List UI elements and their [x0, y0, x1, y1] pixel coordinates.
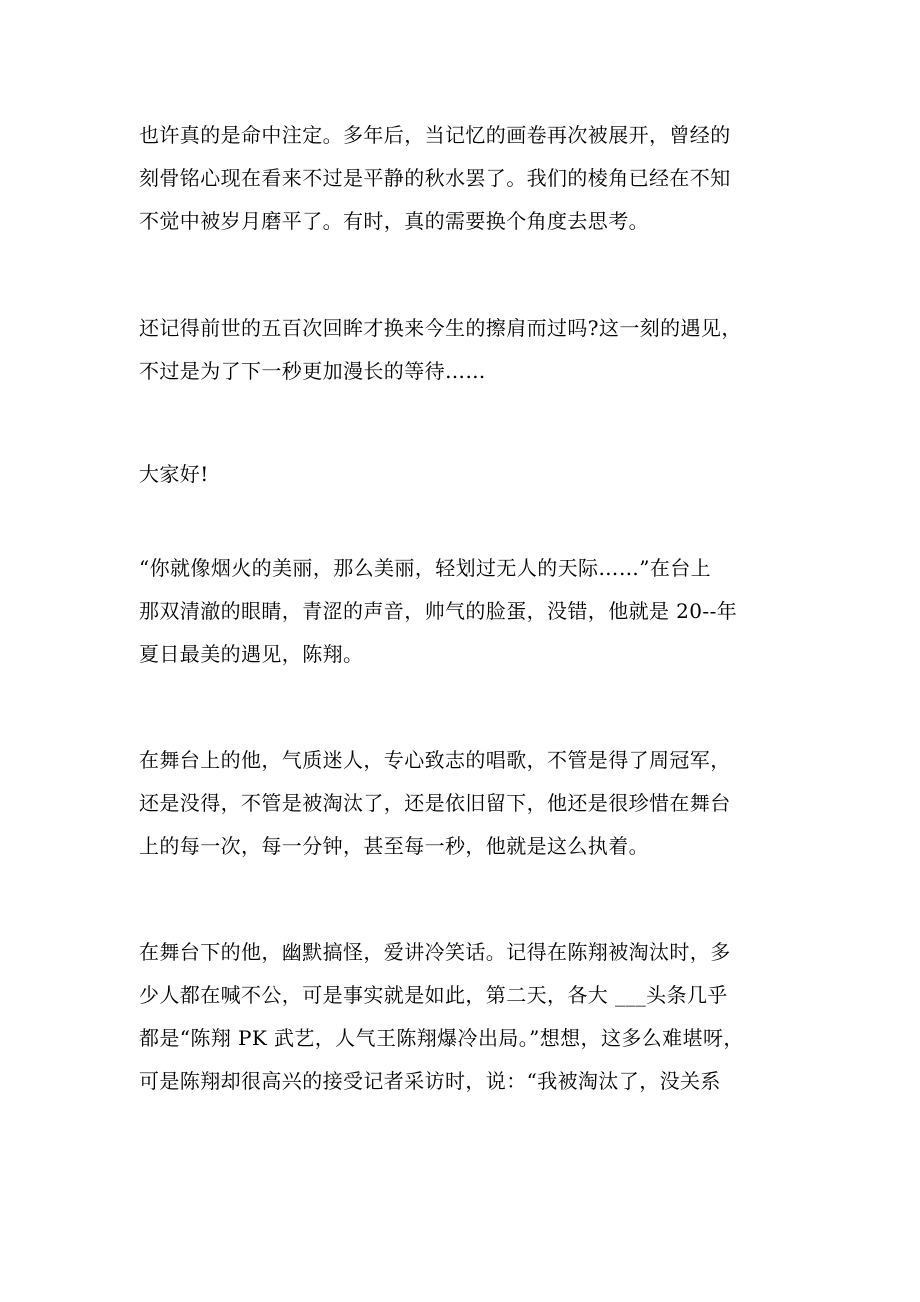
text-line: 夏日最美的遇见，陈翔。: [139, 642, 364, 666]
text-line: 都是“陈翔 PK 武艺，人气王陈翔爆冷出局。”想想，这多么难堪呀，: [139, 1026, 744, 1050]
text-line: 还是没得，不管是被淘汰了，还是依旧留下，他还是很珍惜在舞台: [139, 791, 731, 815]
text-line: 刻骨铭心现在看来不过是平静的秋水罢了。我们的棱角已经在不知: [139, 166, 731, 190]
text-line: 不觉中被岁月磨平了。有时，真的需要换个角度去思考。: [139, 209, 649, 233]
text-line: 在舞台下的他，幽默搞怪，爱讲冷笑话。记得在陈翔被淘汰时，多: [139, 940, 731, 964]
text-line: 不过是为了下一秒更加漫长的等待……: [139, 359, 486, 383]
paragraph-2: [139, 307, 819, 393]
paragraph-4: [139, 547, 819, 676]
text-line: 可是陈翔却很高兴的接受记者采访时，说：“我被淘汰了，没关系: [139, 1069, 721, 1093]
text-line: 也许真的是命中注定。多年后，当记忆的画卷再次被展开，曾经的: [139, 123, 731, 147]
paragraph-3: [139, 453, 819, 496]
text-line: “你就像烟火的美丽，那么美丽，轻划过无人的天际……”在台上: [139, 556, 712, 580]
text-line: 那双清澈的眼睛，青涩的声音，帅气的脸蛋，没错，他就是 20--年: [139, 599, 738, 623]
text-line: 还记得前世的五百次回眸才换来今生的擦肩而过吗?这一刻的遇见，: [139, 316, 742, 340]
text-line: 上的每一次，每一分钟，甚至每一秒，他就是这么执着。: [139, 834, 649, 858]
text-line: 在舞台上的他，气质迷人，专心致志的唱歌，不管是得了周冠军，: [139, 748, 731, 772]
paragraph-6: [139, 931, 819, 1103]
text-line: 少人都在喊不公，可是事实就是如此，第二天，各大 ___头条几乎: [139, 983, 728, 1007]
paragraph-5: [139, 739, 819, 868]
paragraph-1: [139, 114, 819, 243]
text-line: 大家好!: [139, 462, 209, 486]
